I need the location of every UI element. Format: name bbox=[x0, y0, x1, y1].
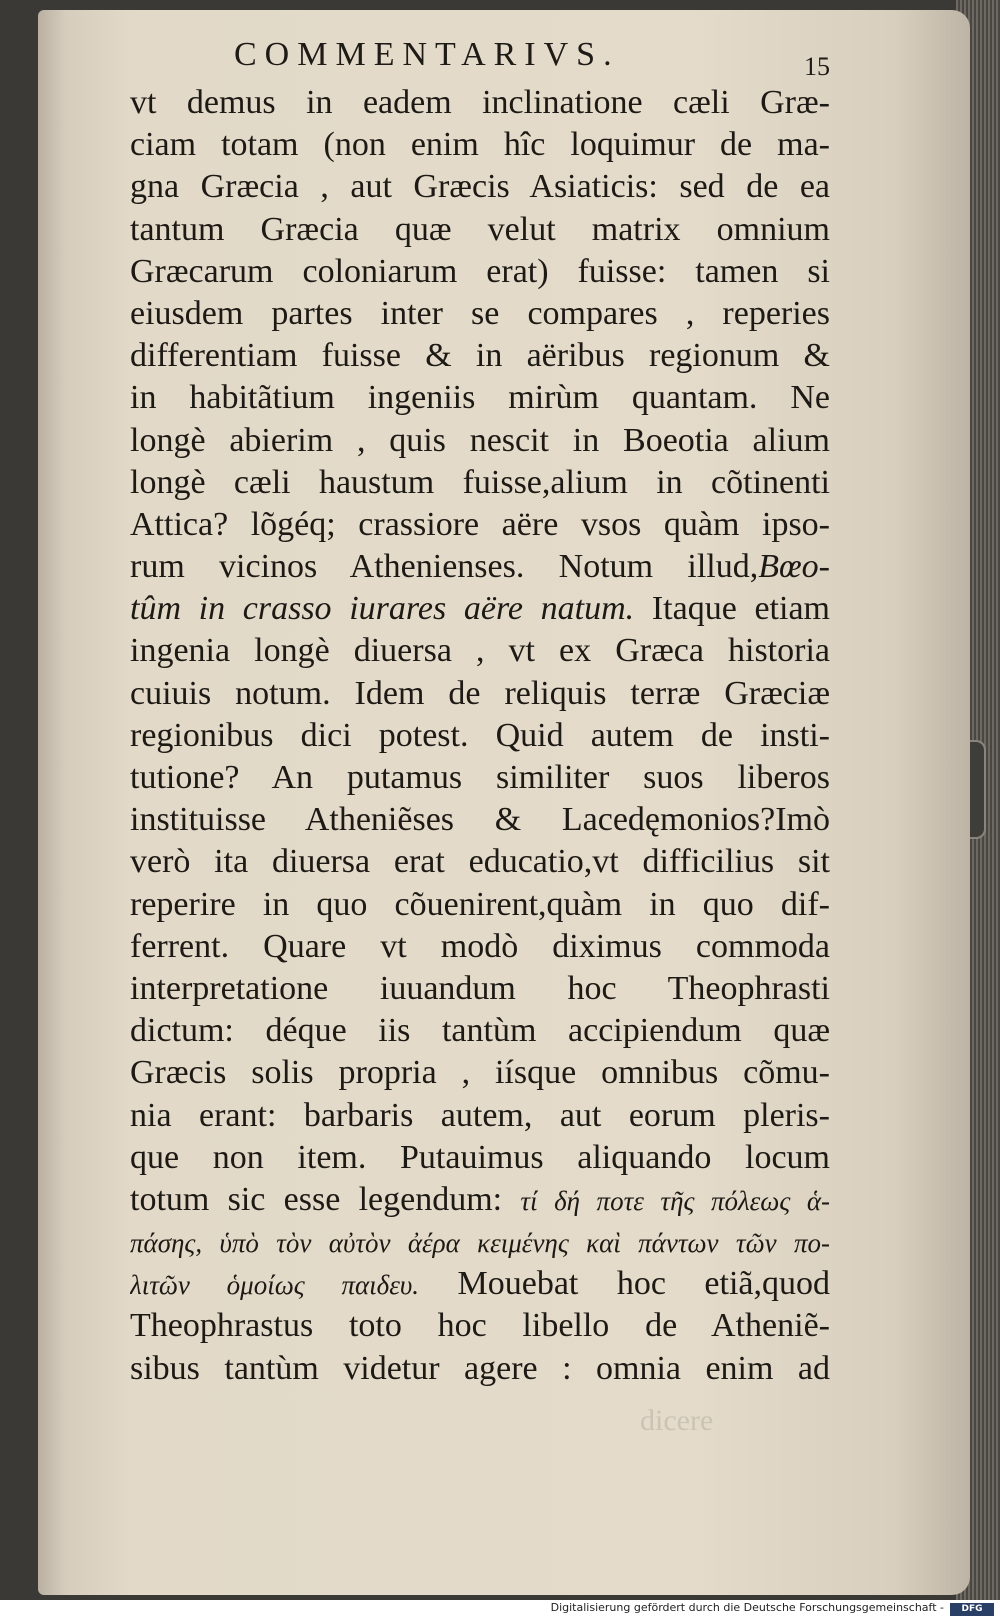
text-segment: Mouebat hoc etiã,quod bbox=[419, 1265, 830, 1303]
text-line: Theophrastus toto hoc libello de Atheniẽ- bbox=[130, 1307, 830, 1345]
text-segment: totum sic esse legendum: bbox=[130, 1180, 503, 1218]
text-line: gna Græcia , aut Græcis Asiaticis: sed de ea bbox=[130, 168, 830, 206]
digitization-footer bbox=[0, 1600, 1000, 1619]
text-line-mixed bbox=[130, 1263, 830, 1305]
text-line: verò ita diuersa erat educatio,vt difficilius sit bbox=[130, 843, 830, 881]
text-line: ciam totam (non enim hîc loquimur de ma- bbox=[130, 126, 830, 164]
dfg-logo: DFG bbox=[950, 1603, 994, 1616]
text-line: Græcarum coloniarum erat) fuisse: tamen si bbox=[130, 252, 830, 290]
text-line: regionibus dici potest. Quid autem de insti- bbox=[130, 716, 830, 754]
text-line: vt demus in eadem inclinatione cæli Græ- bbox=[130, 84, 830, 121]
text-line: ingenia longè diuersa , vt ex Græca historia bbox=[130, 632, 830, 670]
italic-quote: Bœo- bbox=[758, 548, 830, 586]
greek-quote: πάσης, ὑπὸ τὸν αὐτὸν ἀέρα κειμένης καὶ πάντων τῶν πο- bbox=[130, 1228, 830, 1259]
book-page bbox=[38, 10, 970, 1595]
text-line: nia erant: barbaris autem, aut eorum pleris- bbox=[130, 1096, 830, 1134]
text-line: eiusdem partes inter se compares , reperies bbox=[130, 294, 830, 332]
italic-quote: tûm in crasso iurares aëre natum. bbox=[130, 590, 635, 628]
text-segment: rum vicinos Athenienses. Notum illud, bbox=[130, 548, 759, 586]
text-line: cuiuis notum. Idem de reliquis terræ Græciæ bbox=[130, 674, 830, 712]
greek-quote: λιτῶν ὁμοίως παιδευ. bbox=[130, 1270, 419, 1301]
text-line: sibus tantùm videtur agere : omnia enim ad bbox=[130, 1349, 830, 1387]
text-line-mixed bbox=[130, 546, 830, 588]
greek-quote: τί δή ποτε τῆς πόλεως ἁ- bbox=[520, 1185, 830, 1216]
text-line-greek bbox=[130, 1221, 830, 1263]
text-line-mixed bbox=[130, 1179, 830, 1221]
text-line: dictum: déque iis tantùm accipiendum quæ bbox=[130, 1012, 830, 1050]
text-line: interpretatione iuuandum hoc Theophrasti bbox=[130, 969, 830, 1007]
footer-credit: Digitalisierung gefördert durch die Deutsche Forschungsgemeinschaft - bbox=[550, 1601, 944, 1614]
running-title: COMMENTARIVS. bbox=[234, 36, 620, 73]
text-line: tutione? An putamus similiter suos liberos bbox=[130, 759, 830, 796]
text-line: ferrent. Quare vt modò diximus commoda bbox=[130, 927, 830, 965]
text-line: que non item. Putauimus aliquando locum bbox=[130, 1138, 830, 1176]
show-through-text: dicere bbox=[640, 1404, 714, 1437]
body-text bbox=[130, 82, 830, 1390]
text-line: longè cæli haustum fuisse,alium in cõtinenti bbox=[130, 463, 830, 501]
page-number: 15 bbox=[804, 52, 830, 81]
text-line: instituisse Atheniẽses & Lacedęmonios?Imò bbox=[130, 801, 830, 839]
text-line: Attica? lõgéq; crassiore aëre vsos quàm ipso- bbox=[130, 505, 830, 543]
text-line: reperire in quo cõuenirent,quàm in quo dif- bbox=[130, 885, 830, 923]
text-line: differentiam fuisse & in aëribus regionum & bbox=[130, 337, 830, 375]
text-line: in habitãtium ingeniis mirùm quantam. Ne bbox=[130, 379, 830, 417]
text-line-mixed bbox=[130, 588, 830, 630]
text-segment: Itaque etiam bbox=[634, 590, 830, 628]
text-line: tantum Græcia quæ velut matrix omnium bbox=[130, 210, 830, 248]
text-line: Græcis solis propria , iísque omnibus cõmu- bbox=[130, 1054, 830, 1092]
text-line: longè abierim , quis nescit in Boeotia alium bbox=[130, 421, 830, 459]
